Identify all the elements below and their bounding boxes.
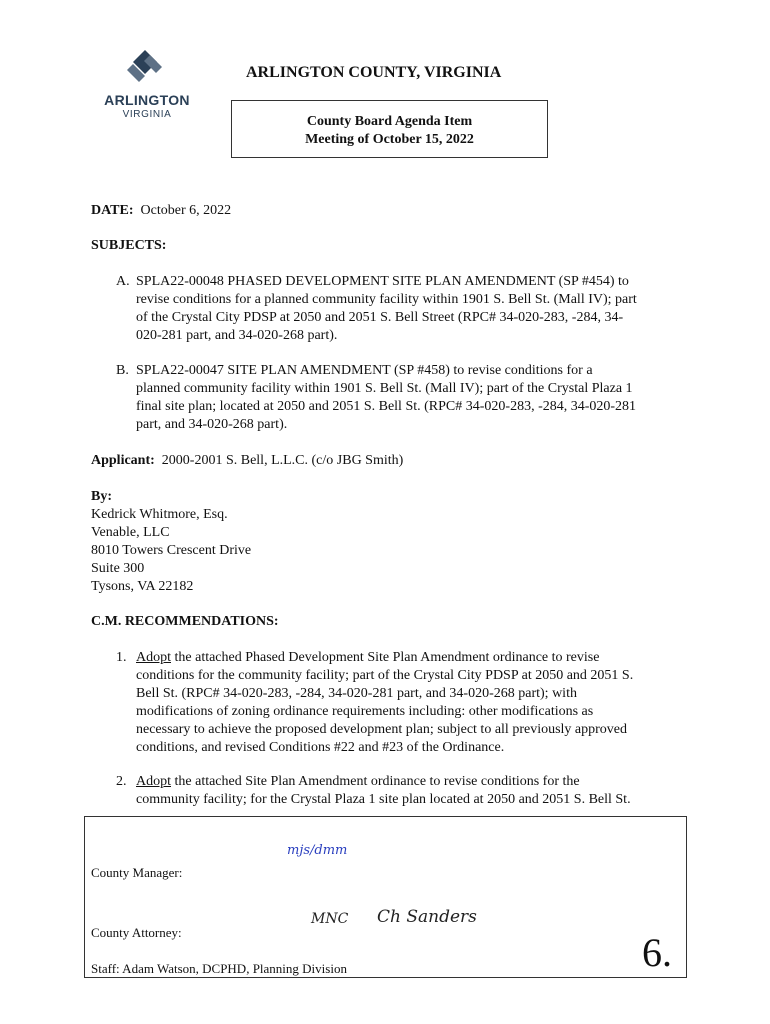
staff-line: Staff: Adam Watson, DCPHD, Planning Division — [91, 961, 347, 976]
arlington-logo — [92, 48, 202, 128]
recommendations-heading: C.M. RECOMMENDATIONS: — [91, 614, 279, 629]
applicant-line — [91, 452, 403, 470]
recommendation-verb: Adopt — [136, 774, 171, 789]
recommendation-marker: 2. — [116, 774, 127, 789]
subject-marker: B. — [116, 363, 129, 378]
by-label: By: — [91, 489, 112, 504]
by-line: Kedrick Whitmore, Esq. — [91, 507, 228, 522]
subject-line: SPLA22-00048 PHASED DEVELOPMENT SITE PLAN AMENDMENT (SP #454) to — [136, 274, 629, 289]
agenda-item-box — [231, 100, 548, 158]
county-manager-initials: mjs/dmm — [287, 843, 348, 858]
county-manager-label: County Manager: — [91, 865, 183, 880]
agenda-item-title: County Board Agenda Item — [306, 114, 473, 129]
recommendation-marker: 1. — [116, 650, 127, 665]
arlington-logo-mark-icon — [122, 48, 168, 88]
by-line: 8010 Towers Crescent Drive — [91, 543, 252, 558]
subject-line: revise conditions for a planned community facility within 1901 S. Bell St. (Mall IV); part — [136, 292, 637, 307]
logo-name: ARLINGTON — [104, 92, 190, 108]
subject-line: of the Crystal City PDSP at 2050 and 2051 S. Bell Street (RPC# 34-020-283, -284, 34- — [136, 310, 624, 325]
item-number: 6. — [642, 930, 672, 975]
county-attorney-signature: Ch Sanders — [377, 907, 477, 927]
applicant-value: 2000-2001 S. Bell, L.L.C. (c/o JBG Smith) — [161, 453, 404, 468]
signature-box — [84, 816, 687, 978]
recommendation-verb: Adopt — [136, 650, 171, 665]
recommendation-line: Bell St. (RPC# 34-020-283, -284, 34-020-281 part, and 34-020-268 part); with — [136, 686, 577, 701]
recommendation-text — [136, 649, 696, 757]
subject-line: part, and 34-020-268 part). — [136, 417, 288, 432]
recommendation-line: necessary to achieve the proposed development plan; subject to all previously approved — [136, 722, 628, 737]
county-title: ARLINGTON COUNTY, VIRGINIA — [246, 64, 502, 81]
recommendation-line: conditions for the community facility; part of the Crystal City PDSP at 2050 and 2051 S. — [136, 668, 634, 683]
applicant-label: Applicant: — [91, 453, 155, 468]
by-line: Suite 300 — [91, 561, 145, 576]
subject-line: SPLA22-00047 SITE PLAN AMENDMENT (SP #458) to revise conditions for a — [136, 363, 593, 378]
recommendation-line: community facility; for the Crystal Plaza 1 site plan located at 2050 and 2051 S. Bell St. — [136, 792, 631, 807]
subject-text — [136, 362, 696, 434]
county-attorney-label: County Attorney: — [91, 925, 182, 940]
subject-marker: A. — [116, 274, 130, 289]
date-value: October 6, 2022 — [140, 203, 232, 218]
subject-line: planned community facility within 1901 S. Bell St. (Mall IV); part of the Crystal Plaza 1 — [136, 381, 633, 396]
county-attorney-initials: MNC — [311, 911, 349, 927]
logo-subtitle: VIRGINIA — [122, 109, 172, 120]
date-label: DATE: — [91, 203, 134, 218]
by-line: Venable, LLC — [91, 525, 170, 540]
recommendation-line: the attached Phased Development Site Plan Amendment ordinance to revise — [171, 650, 600, 665]
date-line — [91, 202, 231, 220]
subject-line: 020-281 part, and 34-020-268 part). — [136, 328, 338, 343]
subject-line: final site plan; located at 2050 and 2051 S. Bell St. (RPC# 34-020-283, -284, 34-020-281 — [136, 399, 637, 414]
recommendation-line: conditions, and revised Conditions #22 and #23 of the Ordinance. — [136, 740, 505, 755]
subject-text — [136, 273, 696, 345]
by-line: Tysons, VA 22182 — [91, 579, 194, 594]
recommendation-text — [136, 773, 696, 809]
recommendation-line: modifications of zoning ordinance requirements including: other modifications as — [136, 704, 594, 719]
meeting-date: Meeting of October 15, 2022 — [305, 132, 474, 147]
recommendation-line: the attached Site Plan Amendment ordinance to revise conditions for the — [171, 774, 580, 789]
subjects-heading: SUBJECTS: — [91, 238, 167, 253]
by-block — [91, 488, 251, 596]
